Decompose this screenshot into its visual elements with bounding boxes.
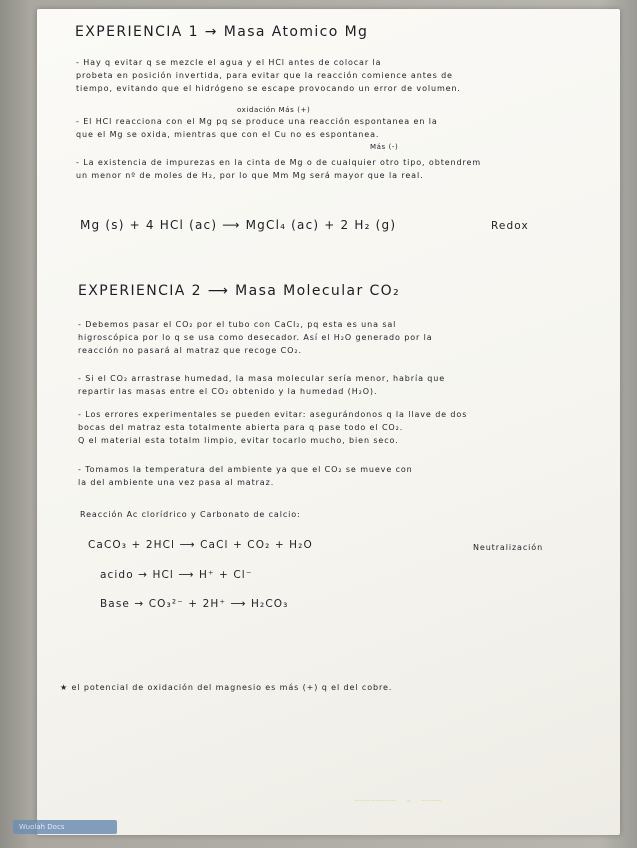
reaction-equation: CaCO₃ + 2HCl ⟶ CaCl + CO₂ + H₂O <box>88 539 313 551</box>
exp2-p1-line3: reacción no pasará al matraz que recoge CO₂. <box>78 346 302 355</box>
exp2-p1-line2: higroscópica por lo q se usa como desecador. Así el H₂O generado por la <box>78 333 433 342</box>
footnote: ★ el potencial de oxidación del magnesio es más (+) q el del cobre. <box>60 683 393 692</box>
bleed-through-mark: ──────── ⌁ ──── <box>355 797 443 805</box>
acid-equation: acido → HCl ⟶ H⁺ + Cl⁻ <box>100 569 253 581</box>
exp2-p3-line2: bocas del matraz esta totalmente abierta para q pase todo el CO₂. <box>78 423 404 432</box>
exp1-note-mas-negativo: Más (-) <box>370 143 399 151</box>
exp1-p2-line1: - El HCl reacciona con el Mg pq se produce una reacción espontanea en la <box>76 117 438 126</box>
exp1-p1-line2: probeta en posición invertida, para evitar que la reacción comience antes de <box>76 71 453 80</box>
watermark-badge: Wuolah Docs <box>13 820 117 834</box>
reaction-title: Reacción Ac clorídrico y Carbonato de calcio: <box>80 510 301 519</box>
exp2-p1-line1: - Debemos pasar el CO₂ por el tubo con CaCl₂, pq esta es una sal <box>78 320 397 329</box>
exp1-p3-line1: - La existencia de impurezas en la cinta de Mg o de cualquier otro tipo, obtendrem <box>76 158 482 167</box>
exp1-equation-label: Redox <box>491 220 529 232</box>
reaction-label: Neutralización <box>473 543 544 552</box>
exp2-p2-line1: - Si el CO₂ arrastrase humedad, la masa molecular sería menor, habría que <box>78 374 446 383</box>
base-equation: Base → CO₃²⁻ + 2H⁺ ⟶ H₂CO₃ <box>100 598 289 610</box>
exp2-p2-line2: repartir las masas entre el CO₂ obtenido y la humedad (H₂O). <box>78 387 378 396</box>
exp1-p1-line1: - Hay q evitar q se mezcle el agua y el HCl antes de colocar la <box>76 58 382 67</box>
exp1-p2-line2: que el Mg se oxida, mientras que con el Cu no es espontanea. <box>76 130 380 139</box>
exp2-p3-line3: Q el material esta totalm limpio, evitar tocarlo mucho, bien seco. <box>78 436 399 445</box>
exp2-p4-line1: - Tomamos la temperatura del ambiente ya que el CO₂ se mueve con <box>78 465 413 474</box>
exp2-p4-line2: la del ambiente una vez pasa al matraz. <box>78 478 275 487</box>
heading-experiencia-2: EXPERIENCIA 2 ⟶ Masa Molecular CO₂ <box>78 283 401 299</box>
exp1-p1-line3: tiempo, evitando que el hidrógeno se escape provocando un error de volumen. <box>76 84 461 93</box>
exp2-p3-line1: - Los errores experimentales se pueden evitar: asegurándonos q la llave de dos <box>78 410 468 419</box>
exp1-note-oxidacion: oxidación Más (+) <box>237 106 311 114</box>
heading-experiencia-1: EXPERIENCIA 1 → Masa Atomico Mg <box>75 24 369 40</box>
exp1-equation: Mg (s) + 4 HCl (ac) ⟶ MgCl₄ (ac) + 2 H₂ (g) <box>80 218 397 232</box>
exp1-p3-line2: un menor nº de moles de H₂, por lo que Mm Mg será mayor que la real. <box>76 171 424 180</box>
